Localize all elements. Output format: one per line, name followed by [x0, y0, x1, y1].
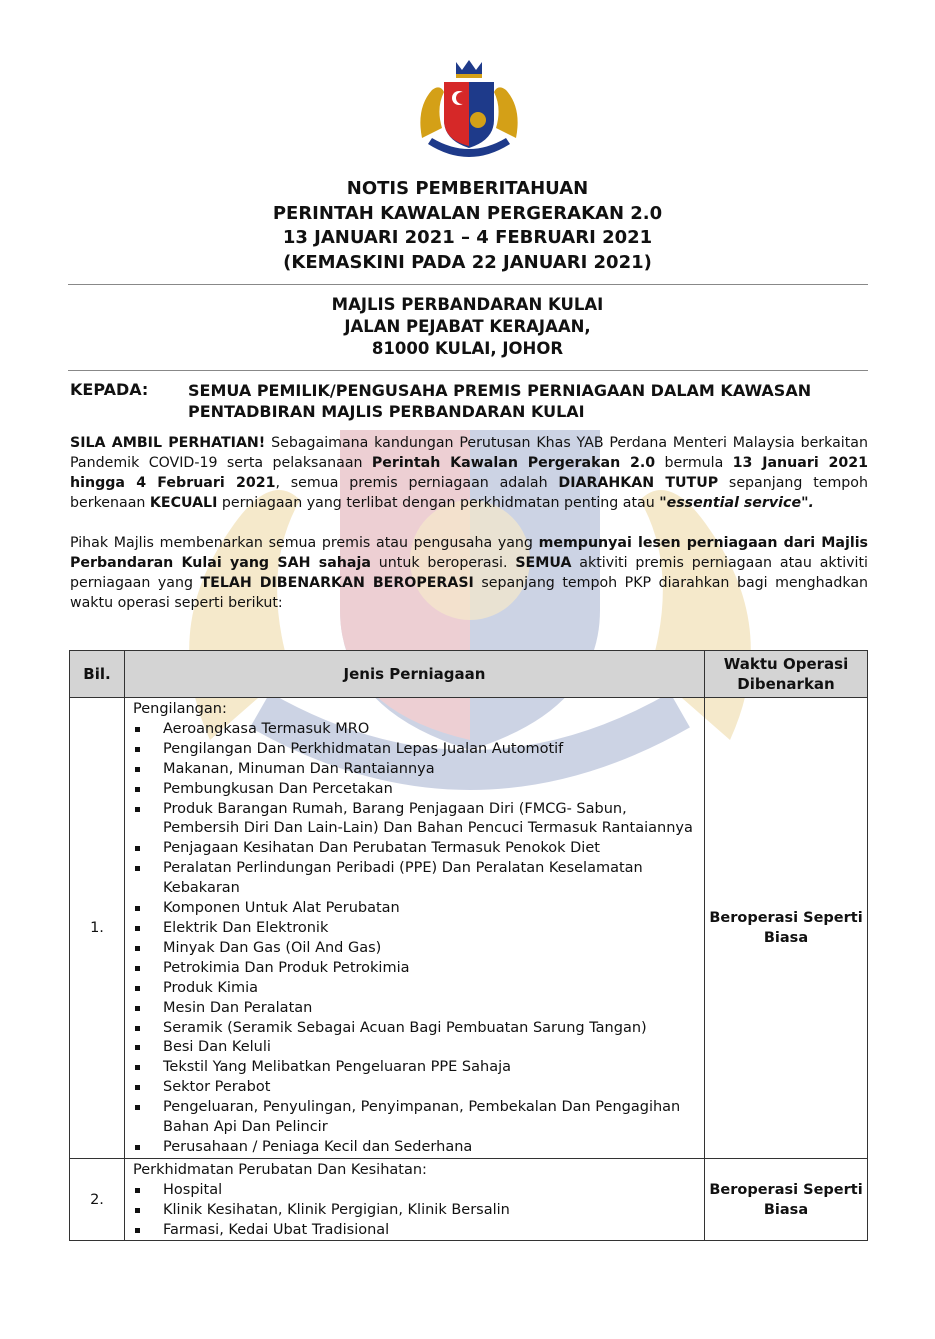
list-item: Mesin Dan Peralatan [133, 999, 696, 1019]
row-number: 2. [70, 1158, 125, 1241]
table-header-row [70, 651, 868, 698]
list-item: Besi Dan Keluli [133, 1038, 696, 1058]
list-item: Pembungkusan Dan Percetakan [133, 780, 696, 800]
list-item: Minyak Dan Gas (Oil And Gas) [133, 939, 696, 959]
table-row [70, 1158, 868, 1241]
title-line-2: PERINTAH KAWALAN PERGERAKAN 2.0 [272, 202, 663, 224]
header-waktu: Waktu Operasi Dibenarkan [705, 651, 868, 698]
list-item: Pengeluaran, Penyulingan, Penyimpanan, Pembekalan Dan Pengagihan Bahan Api Dan Pelincir [133, 1098, 696, 1138]
list-item: Komponen Untuk Alat Perubatan [133, 899, 696, 919]
kepada-line-1: SEMUA PEMILIK/PENGUSAHA PREMIS PERNIAGAAN DALAM KAWASAN [188, 381, 812, 400]
divider-top [68, 284, 868, 285]
list-item: Pengilangan Dan Perkhidmatan Lepas Jualan Automotif [133, 740, 696, 760]
business-types [125, 1158, 705, 1241]
category-label: Perkhidmatan Perubatan Dan Kesihatan: [133, 1161, 427, 1178]
list-item: Petrokimia Dan Produk Petrokimia [133, 959, 696, 979]
address-line-2: JALAN PEJABAT KERAJAAN, [344, 317, 591, 336]
list-item: Sektor Perabot [133, 1078, 696, 1098]
address-block [0, 294, 935, 360]
title-line-3: 13 JANUARI 2021 – 4 FEBRUARI 2021 [282, 227, 653, 248]
list-item: Seramik (Seramik Sebagai Acuan Bagi Pembuatan Sarung Tangan) [133, 1019, 696, 1039]
list-item: Perusahaan / Peniaga Kecil dan Sederhana [133, 1138, 696, 1158]
business-list [133, 1181, 696, 1241]
operating-hours: Beroperasi Seperti Biasa [705, 698, 868, 1159]
majlis-crest-logo [414, 58, 524, 168]
list-item: Klinik Kesihatan, Klinik Pergigian, Klinik Bersalin [133, 1201, 696, 1221]
list-item: Produk Barangan Rumah, Barang Penjagaan Diri (FMCG- Sabun, Pembersih Diri Dan Lain-Lain) Dan Bahan Pencuci Termasuk Rantaiannya [133, 800, 696, 840]
list-item: Produk Kimia [133, 979, 696, 999]
kepada-recipients [188, 380, 868, 422]
list-item: Penjagaan Kesihatan Dan Perubatan Termasuk Penokok Diet [133, 839, 696, 859]
list-item: Aeroangkasa Termasuk MRO [133, 720, 696, 740]
business-types [125, 698, 705, 1159]
header-jenis: Jenis Perniagaan [125, 651, 705, 698]
list-item: Makanan, Minuman Dan Rantaiannya [133, 760, 696, 780]
business-table [69, 650, 868, 1241]
kepada-label: KEPADA: [70, 380, 149, 399]
category-label: Pengilangan: [133, 701, 227, 717]
list-item: Hospital [133, 1181, 696, 1201]
kepada-line-2: PENTADBIRAN MAJLIS PERBANDARAN KULAI [188, 402, 585, 421]
table-row [70, 698, 868, 1159]
notice-title [0, 177, 935, 275]
notice-paragraph-1: SILA AMBIL PERHATIAN! Sebagaimana kandungan Perutusan Khas YAB Perdana Menteri Malaysia berkaitan Pandemik COVID-19 serta pelaksanaan Perintah Kawalan Pergerakan 2.0 bermula 13 Januari 2021 hingga 4 Februari 2021, semua premis perniagaan adalah DIARAHKAN TUTUP sepanjang tempoh berkenaan KECUALI perniagaan yang terlibat dengan perkhidmatan penting atau "essential service". [70, 435, 868, 511]
list-item: Peralatan Perlindungan Peribadi (PPE) Dan Peralatan Keselamatan Kebakaran [133, 859, 696, 899]
title-line-4: (KEMASKINI PADA 22 JANUARI 2021) [283, 251, 652, 273]
divider-bottom [68, 370, 868, 371]
notice-paragraph-2: Pihak Majlis membenarkan semua premis atau pengusaha yang mempunyai lesen perniagaan dari Majlis Perbandaran Kulai yang SAH sahaja untuk beroperasi. SEMUA aktiviti premis perniagaan atau aktiviti perniagaan yang TELAH DIBENARKAN BEROPERASI sepanjang tempoh PKP diarahkan bagi menghadkan waktu operasi seperti berikut: [70, 535, 869, 611]
operating-hours: Beroperasi Seperti Biasa [705, 1158, 868, 1241]
address-line-3: 81000 KULAI, JOHOR [371, 339, 564, 358]
list-item: Elektrik Dan Elektronik [133, 919, 696, 939]
address-line-1: MAJLIS PERBANDARAN KULAI [331, 295, 604, 314]
title-line-1: NOTIS PEMBERITAHUAN [346, 178, 589, 199]
header-bil: Bil. [70, 651, 125, 698]
business-list [133, 720, 696, 1158]
list-item: Tekstil Yang Melibatkan Pengeluaran PPE Sahaja [133, 1058, 696, 1078]
attention-label: SILA AMBIL PERHATIAN! [70, 435, 266, 451]
list-item: Farmasi, Kedai Ubat Tradisional [133, 1221, 696, 1241]
row-number: 1. [70, 698, 125, 1159]
